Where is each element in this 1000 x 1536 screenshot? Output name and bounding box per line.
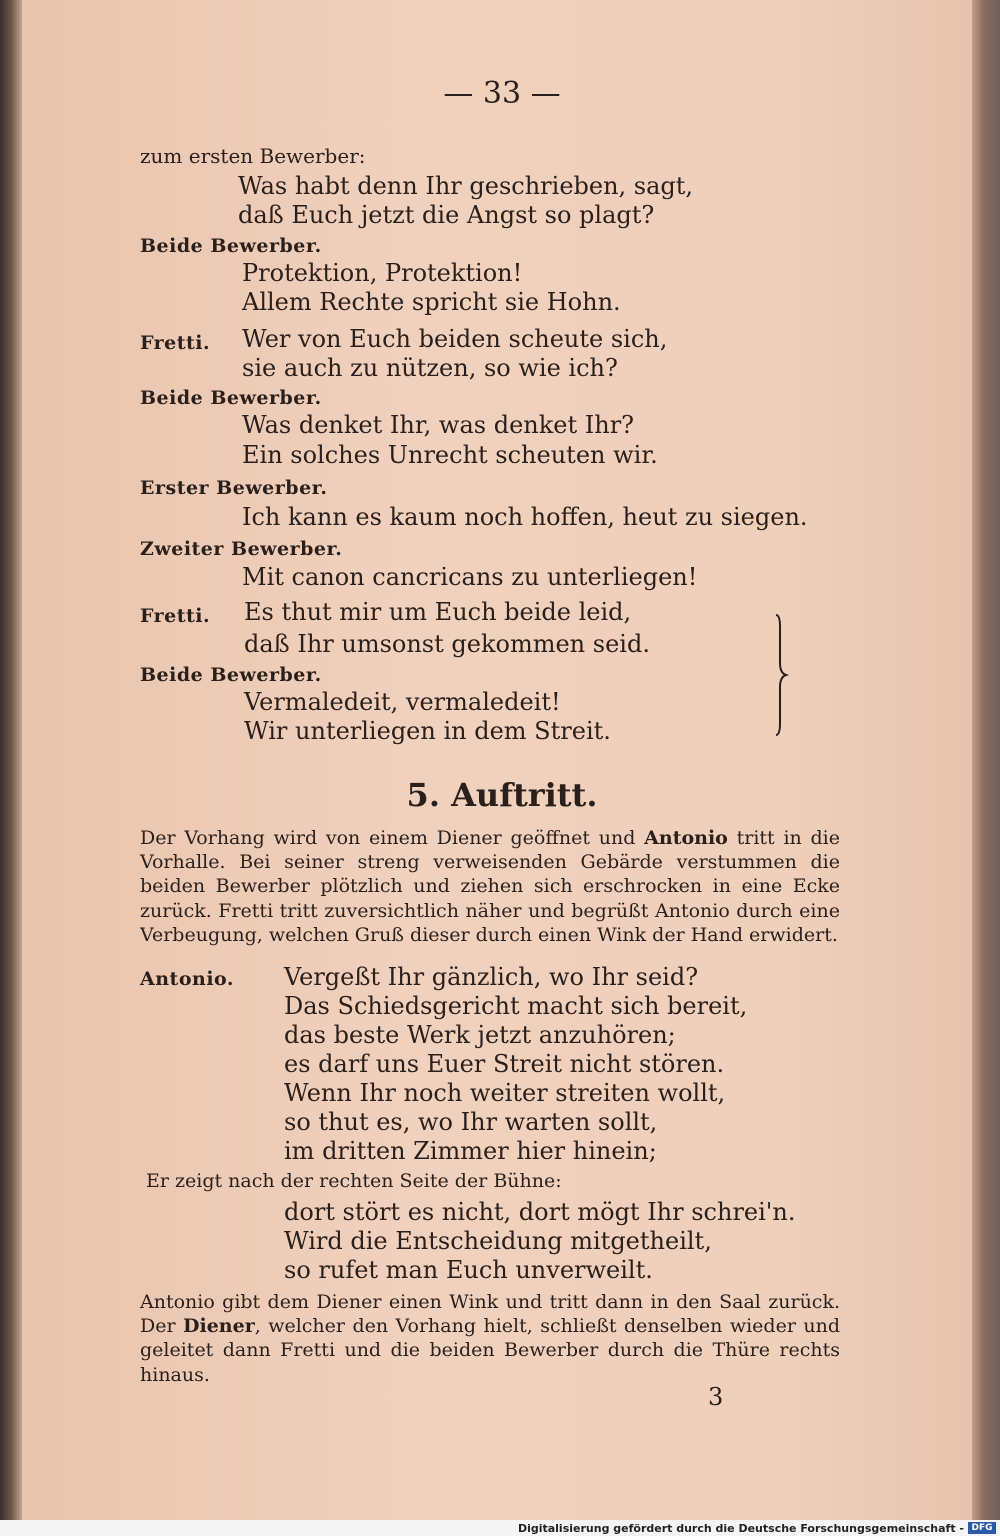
- verse-line: daß Ihr umsonst gekommen seid.: [244, 630, 650, 658]
- verse-line: dort stört es nicht, dort mögt Ihr schrei'n.: [284, 1198, 796, 1226]
- speaker-name: Beide Bewerber.: [140, 387, 322, 409]
- verse-line: daß Euch jetzt die Angst so plagt?: [238, 201, 655, 229]
- stage-direction: Antonio gibt dem Diener einen Wink und tritt dann in den Saal zurück. Der Diener, welcher den Vorhang hielt, schließt denselben wieder und geleitet dann Fretti und die beiden Bewerber durch die Thüre rechts hinaus.: [140, 1291, 840, 1386]
- verse-line: Allem Rechte spricht sie Hohn.: [242, 288, 621, 316]
- verse-line: sie auch zu nützen, so wie ich?: [242, 354, 618, 382]
- verse-line: das beste Werk jetzt anzuhören;: [284, 1021, 676, 1049]
- book-page: [22, 0, 972, 1520]
- right-brace: [774, 613, 794, 737]
- verse-line: Wir unterliegen in dem Streit.: [244, 717, 611, 745]
- character-name-bold: Diener: [183, 1315, 255, 1338]
- verse-line: Ich kann es kaum noch hoffen, heut zu siegen.: [242, 503, 808, 531]
- verse-line: Was habt denn Ihr geschrieben, sagt,: [238, 172, 694, 200]
- dfg-logo[interactable]: DFG: [968, 1522, 996, 1534]
- speaker-name: Zweiter Bewerber.: [140, 538, 343, 560]
- sheet-number: 3: [708, 1383, 724, 1411]
- speaker-name: Erster Bewerber.: [140, 477, 328, 499]
- verse-line: Ein solches Unrecht scheuten wir.: [242, 441, 658, 469]
- digitization-credit: Digitalisierung gefördert durch die Deutsche Forschungsgemeinschaft -: [517, 1522, 964, 1535]
- footer-bar: [0, 1520, 1000, 1536]
- scan-right-edge: [972, 0, 1000, 1520]
- speaker-name: Fretti.: [140, 605, 211, 627]
- scene-title: 5. Auftritt.: [406, 776, 598, 814]
- speaker-name: Antonio.: [140, 968, 234, 990]
- verse-line: so thut es, wo Ihr warten sollt,: [284, 1108, 658, 1136]
- speaker-name: Beide Bewerber.: [140, 235, 322, 257]
- verse-line: so rufet man Euch unverweilt.: [284, 1256, 653, 1284]
- character-name-bold: Antonio: [644, 827, 728, 849]
- scan-left-edge: [0, 0, 22, 1520]
- verse-line: Protektion, Protektion!: [242, 259, 523, 287]
- verse-line: Vergeßt Ihr gänzlich, wo Ihr seid?: [284, 963, 699, 991]
- verse-line: Wer von Euch beiden scheute sich,: [242, 325, 668, 353]
- page-header-number: — 33 —: [443, 76, 561, 111]
- verse-line: im dritten Zimmer hier hinein;: [284, 1137, 657, 1165]
- verse-line: Wird die Entscheidung mitgetheilt,: [284, 1227, 712, 1255]
- stage-direction: Der Vorhang wird von einem Diener geöffnet und Antonio tritt in die Vorhalle. Bei seiner streng verweisenden Gebärde verstummen die beiden Bewerber plötzlich und ziehen sich erschrocken in eine Ecke zurück. Fretti tritt zuversichtlich näher und begrüßt Antonio durch eine Verbeugung, welchen Gruß dieser durch einen Wink der Hand erwidert.: [140, 827, 841, 946]
- verse-line: Was denket Ihr, was denket Ihr?: [242, 411, 635, 439]
- verse-line: Wenn Ihr noch weiter streiten wollt,: [284, 1079, 726, 1107]
- verse-line: Vermaledeit, vermaledeit!: [244, 688, 561, 716]
- intro-line: zum ersten Bewerber:: [140, 144, 366, 168]
- speaker-name: Beide Bewerber.: [140, 664, 322, 686]
- verse-line: Mit canon cancricans zu unterliegen!: [242, 563, 698, 591]
- speaker-name: Fretti.: [140, 332, 211, 354]
- verse-line: es darf uns Euer Streit nicht stören.: [284, 1050, 725, 1078]
- stage-note: Er zeigt nach der rechten Seite der Bühne:: [146, 1170, 562, 1192]
- verse-line: Das Schiedsgericht macht sich bereit,: [284, 992, 748, 1020]
- verse-line: Es thut mir um Euch beide leid,: [244, 598, 632, 626]
